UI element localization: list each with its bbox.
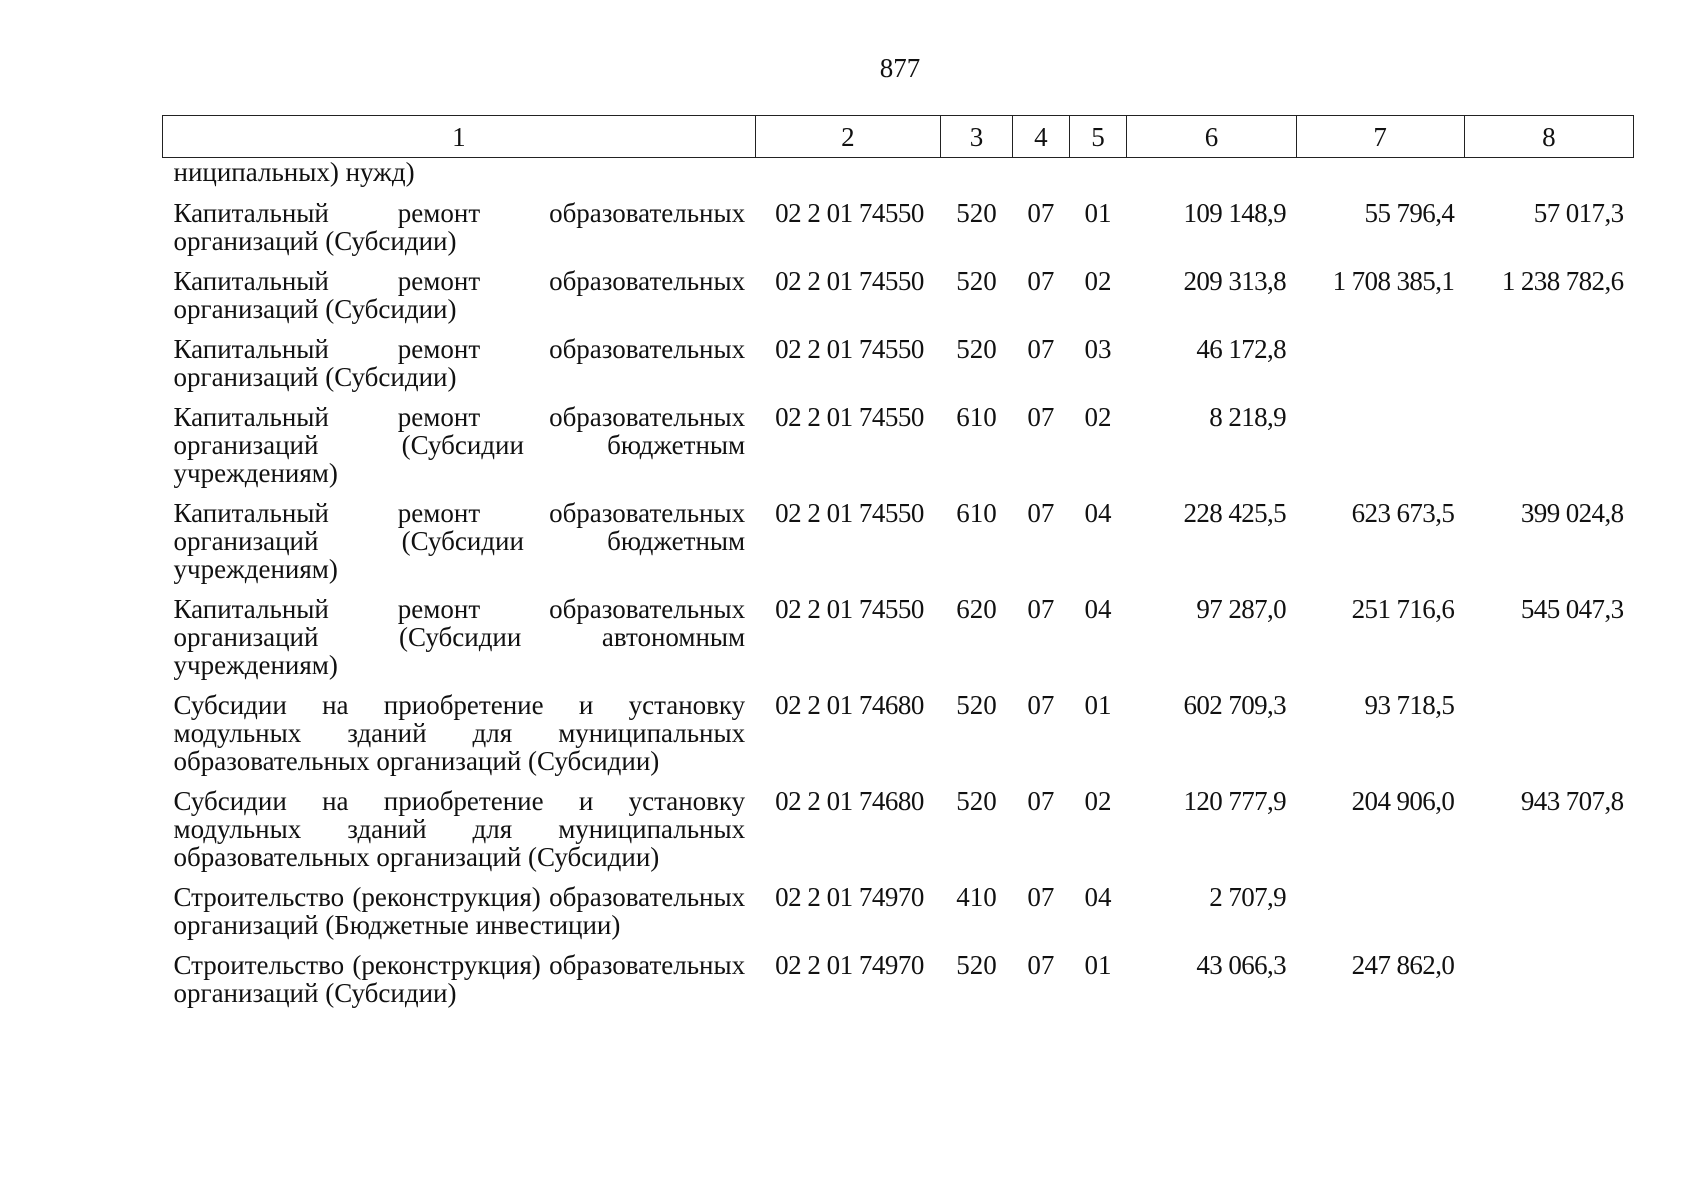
section-code: 07 (1027, 402, 1055, 432)
item-name: Капитальный ремонт образовательных организаций (Субсидии) (173, 198, 746, 256)
item-name: Капитальный ремонт образовательных организаций (Субсидии) (173, 334, 746, 392)
amount-col-6: 97 287,0 (1196, 594, 1287, 624)
header-cell: 8 (1464, 116, 1633, 158)
table-row (163, 683, 1634, 779)
subsection-code: 02 (1084, 402, 1112, 432)
header-cell: 6 (1127, 116, 1296, 158)
amount-col-7: 55 796,4 (1364, 198, 1455, 228)
amount-col-8 (1464, 875, 1633, 943)
page-number: 877 (879, 53, 921, 83)
section-code: 07 (1027, 334, 1055, 364)
header-cell: 1 (163, 116, 756, 158)
amount-col-8 (1464, 327, 1633, 395)
header-cell: 3 (941, 116, 1013, 158)
item-name: Капитальный ремонт образовательных организаций (Субсидии бюджетным учреждениям) (173, 402, 746, 488)
target-article-code: 02 2 01 74550 (775, 266, 924, 296)
expense-type-code: 520 (956, 690, 997, 720)
amount-col-7: 93 718,5 (1364, 690, 1455, 720)
subsection-code: 01 (1084, 950, 1112, 980)
table-row (163, 587, 1634, 683)
header-cell: 2 (755, 116, 940, 158)
amount-col-8: 57 017,3 (1533, 198, 1624, 228)
continuation-text: ниципальных) нужд) (173, 157, 415, 187)
section-code: 07 (1027, 498, 1055, 528)
expense-type-code: 520 (956, 950, 997, 980)
item-name: Субсидии на приобретение и установку модульных зданий для муниципальных образовательных организаций (Субсидии) (173, 690, 746, 776)
amount-col-8: 1 238 782,6 (1501, 266, 1624, 296)
continuation-row (163, 158, 1634, 192)
target-article-code: 02 2 01 74680 (775, 690, 924, 720)
item-name: Строительство (реконструкция) образовательных организаций (Субсидии) (173, 950, 746, 1008)
target-article-code: 02 2 01 74550 (775, 334, 924, 364)
target-article-code: 02 2 01 74970 (775, 882, 924, 912)
subsection-code: 01 (1084, 198, 1112, 228)
amount-col-6: 43 066,3 (1196, 950, 1287, 980)
amount-col-7: 1 708 385,1 (1332, 266, 1455, 296)
budget-table (162, 115, 1634, 1011)
table-row (163, 779, 1634, 875)
amount-col-7 (1296, 875, 1464, 943)
target-article-code: 02 2 01 74550 (775, 594, 924, 624)
amount-col-7: 204 906,0 (1351, 786, 1455, 816)
subsection-code: 04 (1084, 882, 1112, 912)
amount-col-7 (1296, 327, 1464, 395)
amount-col-6: 46 172,8 (1196, 334, 1287, 364)
table-row (163, 491, 1634, 587)
target-article-code: 02 2 01 74550 (775, 498, 924, 528)
item-name: Субсидии на приобретение и установку модульных зданий для муниципальных образовательных организаций (Субсидии) (173, 786, 746, 872)
expense-type-code: 410 (956, 882, 997, 912)
table-row (163, 191, 1634, 259)
expense-type-code: 610 (956, 402, 997, 432)
subsection-code: 03 (1084, 334, 1112, 364)
expense-type-code: 520 (956, 786, 997, 816)
header-cell: 7 (1296, 116, 1464, 158)
header-cell: 5 (1069, 116, 1127, 158)
amount-col-8 (1464, 943, 1633, 1011)
item-name: Капитальный ремонт образовательных организаций (Субсидии бюджетным учреждениям) (173, 498, 746, 584)
table-row (163, 395, 1634, 491)
header-cell: 4 (1012, 116, 1069, 158)
expense-type-code: 520 (956, 266, 997, 296)
amount-col-6: 120 777,9 (1183, 786, 1287, 816)
expense-type-code: 520 (956, 334, 997, 364)
amount-col-6: 602 709,3 (1183, 690, 1287, 720)
amount-col-7: 247 862,0 (1351, 950, 1455, 980)
item-name: Капитальный ремонт образовательных организаций (Субсидии) (173, 266, 746, 324)
item-name: Строительство (реконструкция) образовательных организаций (Бюджетные инвестиции) (173, 882, 746, 940)
amount-col-7: 623 673,5 (1351, 498, 1455, 528)
amount-col-8: 943 707,8 (1520, 786, 1624, 816)
section-code: 07 (1027, 786, 1055, 816)
amount-col-6: 8 218,9 (1209, 402, 1287, 432)
amount-col-8: 545 047,3 (1520, 594, 1624, 624)
table-row (163, 259, 1634, 327)
amount-col-8 (1464, 683, 1633, 779)
target-article-code: 02 2 01 74970 (775, 950, 924, 980)
table-row (163, 327, 1634, 395)
section-code: 07 (1027, 594, 1055, 624)
amount-col-7 (1296, 395, 1464, 491)
amount-col-6: 109 148,9 (1183, 198, 1287, 228)
amount-col-6: 228 425,5 (1183, 498, 1287, 528)
target-article-code: 02 2 01 74550 (775, 402, 924, 432)
amount-col-6: 2 707,9 (1209, 882, 1287, 912)
expense-type-code: 620 (956, 594, 997, 624)
expense-type-code: 520 (956, 198, 997, 228)
amount-col-7: 251 716,6 (1351, 594, 1455, 624)
subsection-code: 02 (1084, 266, 1112, 296)
target-article-code: 02 2 01 74680 (775, 786, 924, 816)
item-name: Капитальный ремонт образовательных организаций (Субсидии автономным учреждениям) (173, 594, 746, 680)
target-article-code: 02 2 01 74550 (775, 198, 924, 228)
section-code: 07 (1027, 198, 1055, 228)
subsection-code: 04 (1084, 594, 1112, 624)
subsection-code: 02 (1084, 786, 1112, 816)
table-row (163, 943, 1634, 1011)
subsection-code: 01 (1084, 690, 1112, 720)
header-row (163, 116, 1634, 158)
amount-col-8 (1464, 395, 1633, 491)
section-code: 07 (1027, 882, 1055, 912)
expense-type-code: 610 (956, 498, 997, 528)
amount-col-8: 399 024,8 (1520, 498, 1624, 528)
subsection-code: 04 (1084, 498, 1112, 528)
section-code: 07 (1027, 950, 1055, 980)
table-row (163, 875, 1634, 943)
amount-col-6: 209 313,8 (1183, 266, 1287, 296)
section-code: 07 (1027, 266, 1055, 296)
section-code: 07 (1027, 690, 1055, 720)
